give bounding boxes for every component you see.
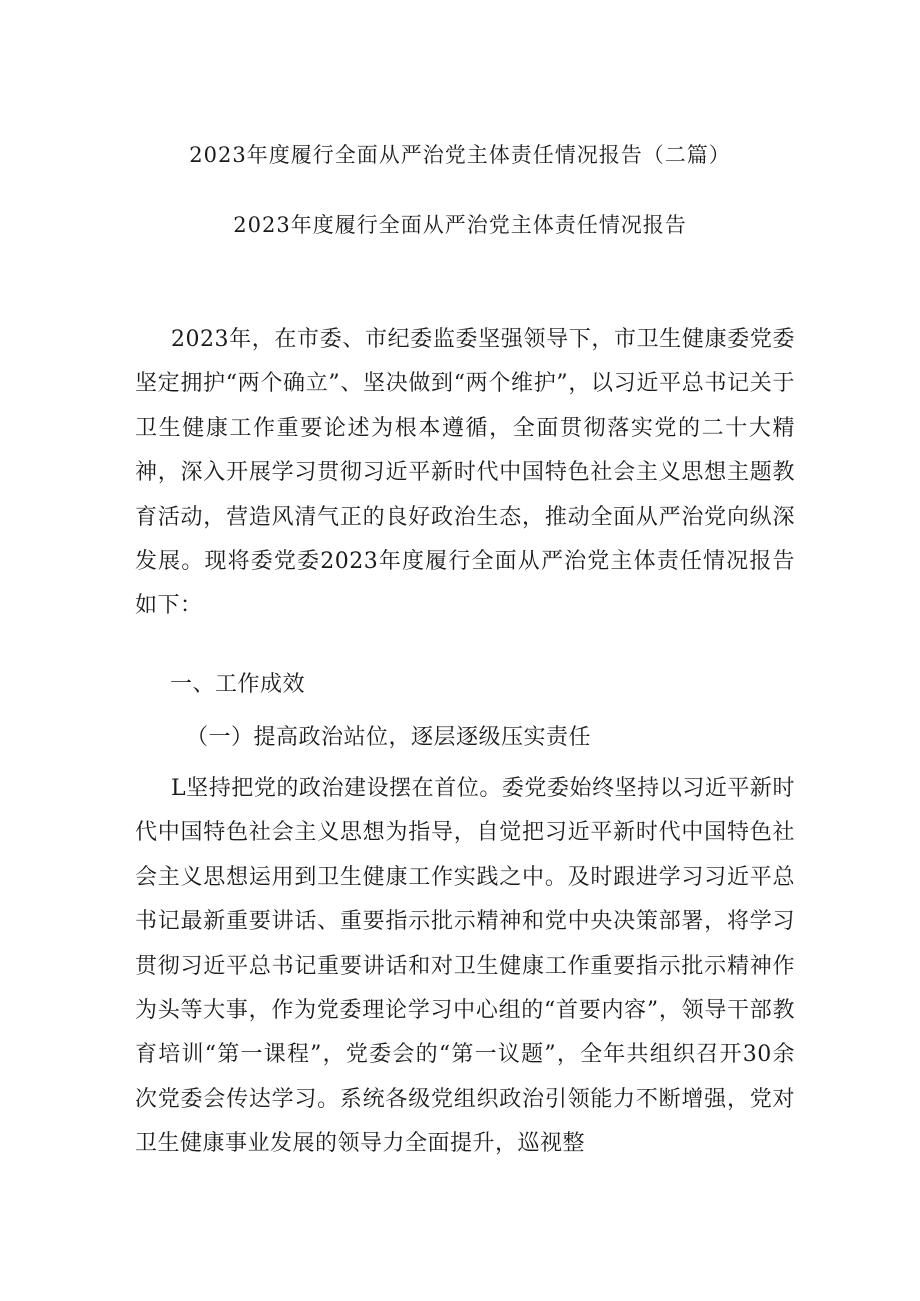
intro-paragraph: 2023年，在市委、市纪委监委坚强领导下，市卫生健康委党委坚定拥护“两个确立”、坚决做到“两个维护”，以习近平总书记关于卫生健康工作重要论述为根本遵循，全面贯彻落实党的二十大精神，深入开展学习贯彻习近平新时代中国特色社会主义思想主题教育活动，营造风清气正的良好政治生态，推动全面从严治党向纵深发展。现将委党委2023年度履行全面从严治党主体责任情况报告如下：: [135, 327, 795, 619]
subsection-heading: （一）提高政治站位，逐层逐级压实责任: [186, 725, 592, 750]
section-heading: 一、工作成效: [170, 672, 306, 697]
document-subtitle: 2023年度履行全面从严治党主体责任情况报告: [233, 213, 687, 237]
body-paragraph: L坚持把党的政治建设摆在首位。委党委始终坚持以习近平新时代中国特色社会主义思想为指导，自觉把习近平新时代中国特色社会主义思想运用到卫生健康工作实践之中。及时跟进学习习近平总书记最新重要讲话、重要指示批示精神和党中央决策部署，将学习贯彻习近平总书记重要讲话和对卫生健康工作重要指示批示精神作为头等大事，作为党委理论学习中心组的“首要内容”，领导干部教育培训“第一课程”，党委会的“第一议题”，全年共组织召开30余次党委会传达学习。系统各级党组织政治引领能力不断增强，党对卫生健康事业发展的领导力全面提升，巡视整: [135, 776, 795, 1157]
document-title: 2023年度履行全面从严治党主体责任情况报告（二篇）: [189, 143, 731, 167]
